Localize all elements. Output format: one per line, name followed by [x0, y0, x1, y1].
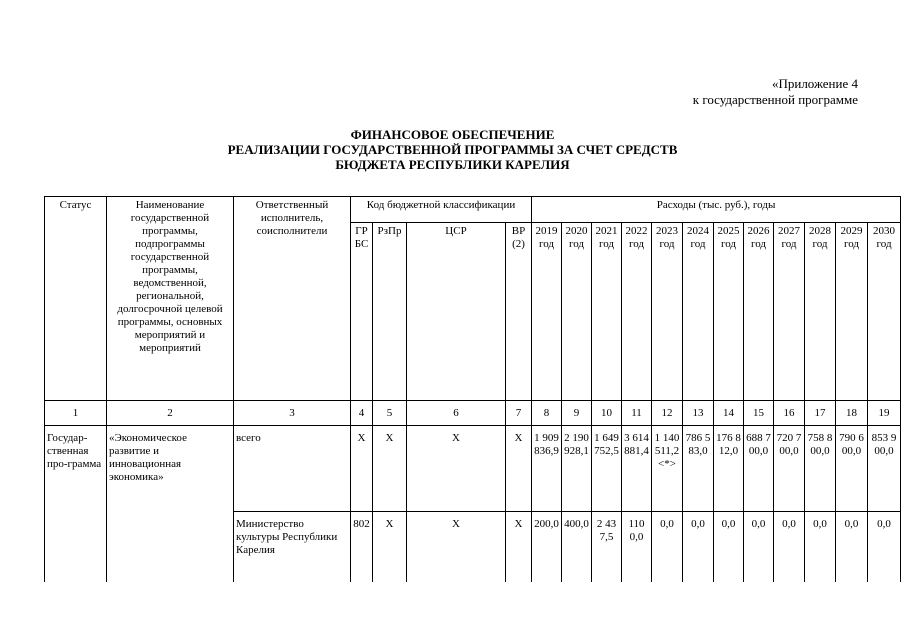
- header-executor: Ответственный исполнитель, соисполнители: [234, 197, 351, 401]
- row-status: [45, 512, 107, 582]
- row-value: 3 614 881,4: [622, 426, 652, 512]
- column-number: 18: [836, 401, 868, 426]
- header-vr: ВР (2): [506, 223, 532, 401]
- row-csr: Х: [407, 426, 506, 512]
- column-number: 5: [373, 401, 407, 426]
- finance-table: [44, 196, 901, 582]
- row-value: 790 600,0: [836, 426, 868, 512]
- row-value: 176 812,0: [714, 426, 744, 512]
- row-value: 0,0: [868, 512, 901, 582]
- column-number: 10: [592, 401, 622, 426]
- row-value: 0,0: [683, 512, 714, 582]
- row-value: 1 909 836,9: [532, 426, 562, 512]
- row-value: 853 900,0: [868, 426, 901, 512]
- row-value: 786 583,0: [683, 426, 714, 512]
- column-number: 15: [744, 401, 774, 426]
- header-year: 2030 год: [868, 223, 901, 401]
- header-year: 2021 год: [592, 223, 622, 401]
- title-line-1: ФИНАНСОВОЕ ОБЕСПЕЧЕНИЕ: [350, 127, 555, 142]
- row-status: Государ-ственная про-грамма: [45, 426, 107, 512]
- row-name: «Экономическое развитие и инновационная экономика»: [107, 426, 234, 512]
- column-number: 13: [683, 401, 714, 426]
- header-name: Наименование государственной программы, подпрограммы государственной программы, ведомственной, региональной, долгосрочной целевой программы, основных мероприятий и мероприятий: [107, 197, 234, 401]
- header-year: 2025 год: [714, 223, 744, 401]
- column-number: 6: [407, 401, 506, 426]
- header-expenses: Расходы (тыс. руб.), годы: [532, 197, 901, 223]
- header-year: 2020 год: [562, 223, 592, 401]
- column-number: 2: [107, 401, 234, 426]
- header-year: 2029 год: [836, 223, 868, 401]
- header-status: Статус: [45, 197, 107, 401]
- column-number: 4: [351, 401, 373, 426]
- column-number-row: [45, 401, 901, 426]
- header-year: 2023 год: [652, 223, 683, 401]
- row-value: 1 649 752,5: [592, 426, 622, 512]
- header-year: 2028 год: [805, 223, 836, 401]
- header-year: 2024 год: [683, 223, 714, 401]
- row-value: 720 700,0: [774, 426, 805, 512]
- column-number: 3: [234, 401, 351, 426]
- row-name: [107, 512, 234, 582]
- row-value: 0,0: [774, 512, 805, 582]
- appendix-line-2: к государственной программе: [692, 92, 858, 107]
- column-number: 14: [714, 401, 744, 426]
- header-budget-code: Код бюджетной классификации: [351, 197, 532, 223]
- row-value: 0,0: [744, 512, 774, 582]
- row-value: 758 800,0: [805, 426, 836, 512]
- column-number: 16: [774, 401, 805, 426]
- row-value: 0,0: [714, 512, 744, 582]
- row-rzpr: Х: [373, 426, 407, 512]
- table-row: [45, 426, 901, 512]
- column-number: 11: [622, 401, 652, 426]
- table-row: [45, 512, 901, 582]
- row-value: 400,0: [562, 512, 592, 582]
- row-value: 2 190 928,1: [562, 426, 592, 512]
- row-vr: Х: [506, 512, 532, 582]
- column-number: 9: [562, 401, 592, 426]
- row-rzpr: Х: [373, 512, 407, 582]
- column-number: 12: [652, 401, 683, 426]
- row-grbs: 802: [351, 512, 373, 582]
- appendix-line-1: «Приложение 4: [771, 76, 858, 91]
- row-value: 688 700,0: [744, 426, 774, 512]
- row-value: 0,0: [836, 512, 868, 582]
- row-value: 1 140 511,2 <*>: [652, 426, 683, 512]
- header-csr: ЦСР: [407, 223, 506, 401]
- appendix-note: [693, 76, 858, 108]
- row-grbs: Х: [351, 426, 373, 512]
- row-value: 200,0: [532, 512, 562, 582]
- row-value: 0,0: [805, 512, 836, 582]
- title-line-2: РЕАЛИЗАЦИИ ГОСУДАРСТВЕННОЙ ПРОГРАММЫ ЗА СЧЕТ СРЕДСТВ: [227, 142, 678, 157]
- row-value: 2 437,5: [592, 512, 622, 582]
- row-csr: Х: [407, 512, 506, 582]
- header-rzpr: РзПр: [373, 223, 407, 401]
- column-number: 8: [532, 401, 562, 426]
- header-year: 2022 год: [622, 223, 652, 401]
- row-executor: Министерство культуры Республики Карелия: [234, 512, 351, 582]
- header-year: 2026 год: [744, 223, 774, 401]
- column-number: 7: [506, 401, 532, 426]
- document-title: [0, 127, 905, 172]
- column-number: 1: [45, 401, 107, 426]
- row-value: 0,0: [652, 512, 683, 582]
- column-number: 19: [868, 401, 901, 426]
- header-grbs: ГРБС: [351, 223, 373, 401]
- column-number: 17: [805, 401, 836, 426]
- row-executor: всего: [234, 426, 351, 512]
- row-value: 110 0,0: [622, 512, 652, 582]
- header-year: 2027 год: [774, 223, 805, 401]
- header-year: 2019 год: [532, 223, 562, 401]
- title-line-3: БЮДЖЕТА РЕСПУБЛИКИ КАРЕЛИЯ: [335, 157, 570, 172]
- row-vr: Х: [506, 426, 532, 512]
